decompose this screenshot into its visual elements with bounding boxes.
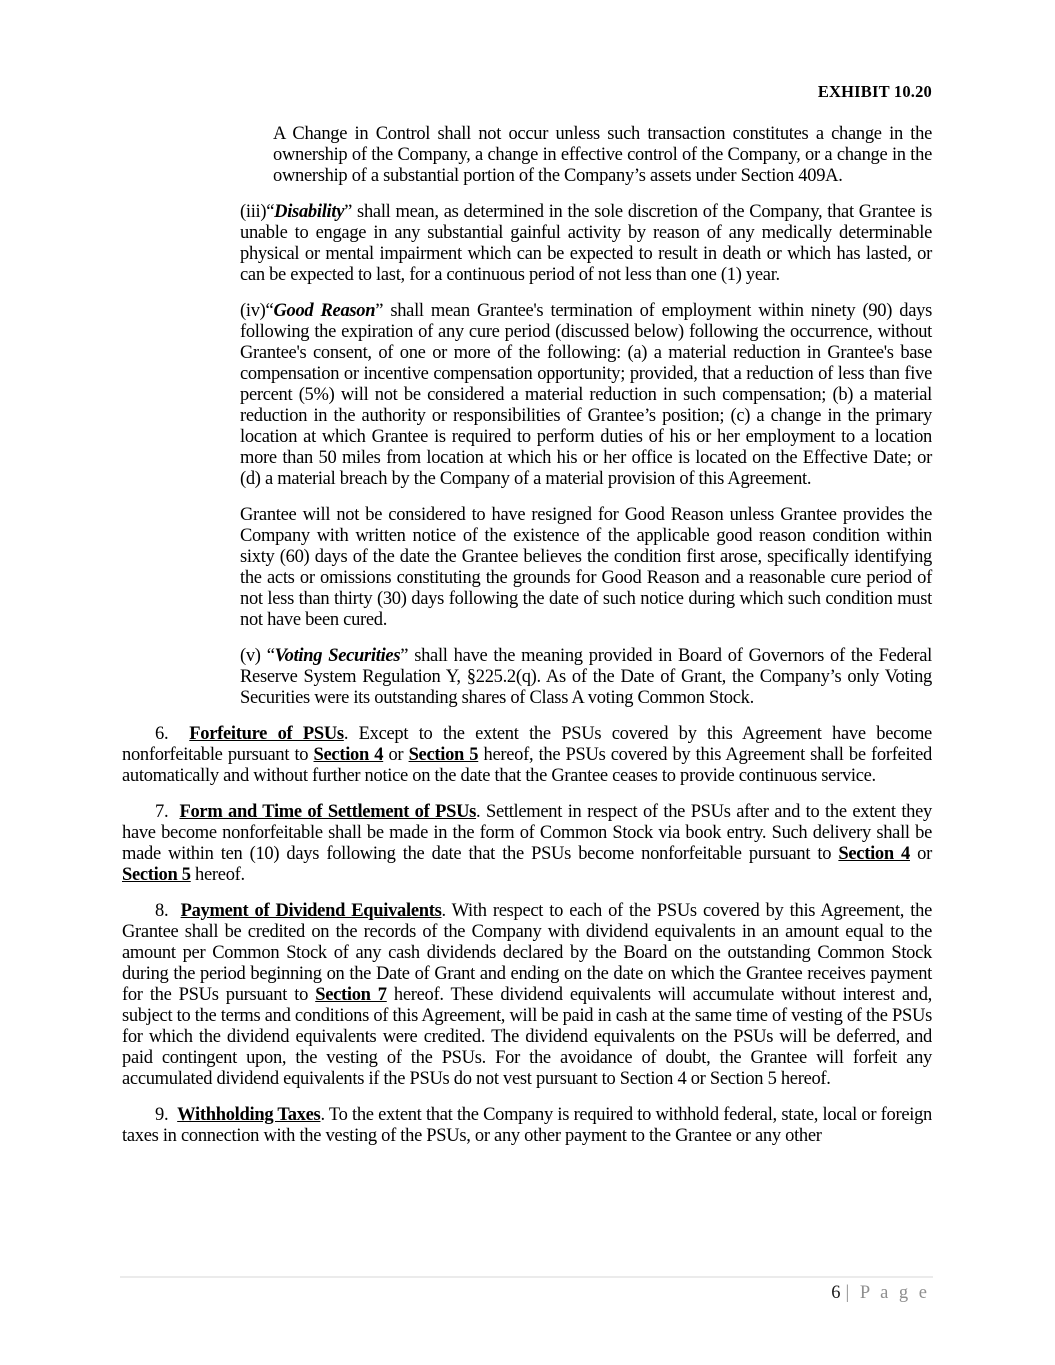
emphasized-text-run: Forfeiture of PSUs <box>189 724 344 744</box>
text-run: 7. <box>155 802 180 822</box>
text-run: . Settlement in respect of the PSUs after and to the extent they have become nonforfeitable shall be made in the form of Common Stock via book entry. Such delivery shall be made within ten (10) days following the date that the PSUs become nonforfeitable pursuant to <box>122 802 932 864</box>
emphasized-text-run: Withholding Taxes <box>177 1105 321 1125</box>
text-run: Grantee will not be considered to have resigned for Good Reason unless Grantee provides the Company with written notice of the existence of the applicable good reason condition within sixty (60) days of the date the Grantee believes the condition first arose, specifically identifying the acts or omissions constituting the grounds for Good Reason and a reasonable cure period of not less than thirty (30) days following the date of such notice during which such condition must not have been cured. <box>240 505 932 630</box>
paragraph-disability-definition <box>240 202 932 286</box>
section-6-forfeiture-of-psus <box>122 724 932 787</box>
emphasized-text-run: Disability <box>274 202 345 222</box>
text-run: 8. <box>155 901 181 921</box>
text-run: (v) “ <box>240 646 275 666</box>
text-run: hereof. <box>190 865 245 885</box>
text-run: . With respect to each of the PSUs covered by this Agreement, the Grantee shall be credited on the records of the Company with dividend equivalents in an amount equal to the amount per Common Stock of any cash dividends declared by the Board on the outstanding Common Stock during the period beginning on the Date of Grant and ending on the date on which the Grantee receives payment for the PSUs pursuant to <box>122 901 932 1005</box>
text-run: ” shall mean, as determined in the sole discretion of the Company, that Grantee is unable to engage in any substantial gainful activity by reason of any medically determinable physical or mental impairment which can be expected to result in death or which has lasted, or can be expected to last, for a continuous period of not less than one (1) year. <box>240 202 932 285</box>
emphasized-text-run: Section 4 <box>838 844 910 864</box>
text-run: ” shall have the meaning provided in Board of Governors of the Federal Reserve System Regulation Y, §225.2(q). As of the Date of Grant, the Company’s only Voting Securities were its outstanding shares of Class A voting Common Stock. <box>240 646 932 708</box>
section-9-withholding-taxes <box>122 1105 932 1147</box>
emphasized-text-run: Section 5 <box>122 865 191 885</box>
text-run: (iii)“ <box>240 202 275 222</box>
emphasized-text-run: Voting Securities <box>274 646 401 666</box>
page-footer <box>831 1283 930 1304</box>
text-run: or <box>383 745 409 765</box>
text-run: A Change in Control shall not occur unless such transaction constitutes a change in the ownership of the Company, a change in effective control of the Company, or a change in the ownership of a substantial portion of the Company’s assets under Section 409A. <box>273 124 932 186</box>
section-8-payment-of-dividend-equivalents <box>122 901 932 1090</box>
page-word: | P a g e <box>845 1283 930 1303</box>
emphasized-text-run: Good Reason <box>273 301 376 321</box>
exhibit-header: EXHIBIT 10.20 <box>817 82 932 101</box>
text-run: (iv)“ <box>240 301 274 321</box>
paragraph-voting-securities-definition <box>240 646 932 709</box>
text-run: . Except to the extent the PSUs covered by this Agreement have become nonforfeitable pursuant to <box>122 724 932 765</box>
paragraph-good-reason-notice <box>240 505 932 631</box>
footer-divider <box>120 1276 933 1278</box>
emphasized-text-run: Section 7 <box>315 985 387 1005</box>
emphasized-text-run: Section 5 <box>408 745 479 765</box>
paragraph-change-in-control-note <box>273 124 932 187</box>
text-run: 6. <box>155 724 190 744</box>
page-number: 6 <box>831 1283 841 1303</box>
text-run: hereof. These dividend equivalents will accumulate without interest and, subject to the terms and conditions of this Agreement, will be paid in cash at the same time of vesting of the PSUs for which the dividend equivalents were credited. The dividend equivalents on the PSUs will be deferred, and paid contingent upon, the vesting of the PSUs. For the avoidance of doubt, the Grantee will forfeit any accumulated dividend equivalents if the PSUs do not vest pursuant to Section 4 or Section 5 hereof. <box>122 985 932 1089</box>
paragraph-good-reason-definition <box>240 301 932 490</box>
section-7-form-and-time-of-settlement <box>122 802 932 886</box>
emphasized-text-run: Section 4 <box>313 745 384 765</box>
emphasized-text-run: Payment of Dividend Equivalents <box>180 901 442 921</box>
text-run: hereof, the PSUs covered by this Agreement shall be forfeited automatically and without further notice on the date that the Grantee ceases to provide continuous service. <box>122 745 933 786</box>
text-run: or <box>909 844 932 864</box>
text-run: ” shall mean Grantee's termination of employment within ninety (90) days following the expiration of any cure period (discussed below) following the occurrence, without Grantee's consent, of one or more of the following: (a) a material reduction in Grantee's base compensation or incentive compensation opportunity; provided, that a reduction of less than five percent (5%) will not be considered a material reduction in such compensation; (b) a material reduction in the authority or responsibilities of Grantee’s position; (c) a change in the primary location at which Grantee is required to perform duties of his or her employment to a location more than 50 miles from location at which his or her office is located on the Effective Date; or (d) a material breach by the Company of a material provision of this Agreement. <box>240 301 932 489</box>
document-body <box>122 124 932 1162</box>
text-run: 9. <box>155 1105 178 1125</box>
text-run: . To the extent that the Company is required to withhold federal, state, local or foreign taxes in connection with the vesting of the PSUs, or any other payment to the Grantee or any other <box>122 1105 932 1146</box>
emphasized-text-run: Form and Time of Settlement of PSUs <box>179 802 477 822</box>
